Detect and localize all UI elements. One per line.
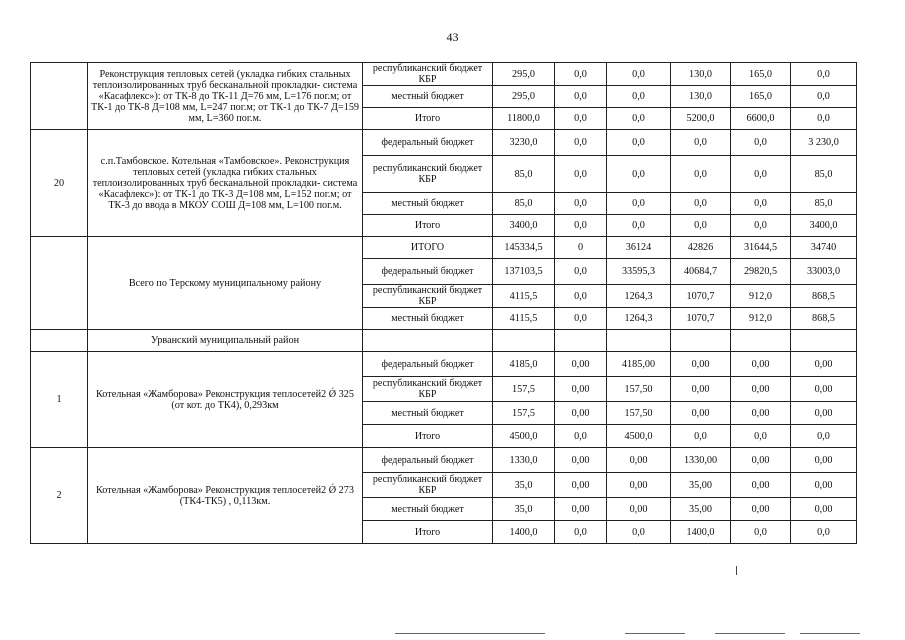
amount-cell: 0,0: [555, 63, 607, 86]
table-row: [31, 63, 857, 86]
amount-cell: 0,00: [731, 498, 791, 521]
row-number-cell: [31, 63, 88, 130]
amount-cell: 0,0: [791, 425, 857, 448]
amount-cell: 1330,0: [493, 448, 555, 473]
amount-cell: 157,50: [607, 402, 671, 425]
amount-cell: 4115,5: [493, 308, 555, 330]
amount-cell: 33003,0: [791, 259, 857, 285]
amount-cell: [791, 330, 857, 352]
amount-cell: 157,5: [493, 402, 555, 425]
table-row: [31, 237, 857, 259]
amount-cell: 165,0: [731, 86, 791, 108]
scan-bottom-marks: [395, 633, 865, 635]
amount-cell: 157,50: [607, 377, 671, 402]
amount-cell: 0,0: [607, 521, 671, 544]
amount-cell: 0,00: [791, 498, 857, 521]
amount-cell: 0,00: [731, 402, 791, 425]
amount-cell: 0,00: [731, 352, 791, 377]
amount-cell: 42826: [671, 237, 731, 259]
amount-cell: [555, 330, 607, 352]
amount-cell: 0,0: [671, 215, 731, 237]
funding-source-cell: федеральный бюджет: [363, 259, 493, 285]
amount-cell: 35,00: [671, 473, 731, 498]
amount-cell: 0,00: [791, 473, 857, 498]
table-row: [31, 448, 857, 473]
amount-cell: 0,0: [791, 108, 857, 130]
amount-cell: 0,0: [671, 130, 731, 156]
amount-cell: 3400,0: [493, 215, 555, 237]
amount-cell: 0,00: [607, 473, 671, 498]
amount-cell: 11800,0: [493, 108, 555, 130]
amount-cell: 35,00: [671, 498, 731, 521]
amount-cell: 0,00: [671, 377, 731, 402]
amount-cell: 912,0: [731, 285, 791, 308]
amount-cell: 0,00: [791, 402, 857, 425]
amount-cell: 0,00: [555, 352, 607, 377]
amount-cell: 4500,0: [607, 425, 671, 448]
amount-cell: 0,00: [731, 448, 791, 473]
amount-cell: 0,00: [671, 352, 731, 377]
page-number: 43: [446, 30, 459, 44]
amount-cell: 0,0: [607, 86, 671, 108]
funding-source-cell: федеральный бюджет: [363, 130, 493, 156]
amount-cell: 4185,00: [607, 352, 671, 377]
amount-cell: 0,0: [555, 425, 607, 448]
amount-cell: 0,0: [671, 156, 731, 193]
amount-cell: 130,0: [671, 86, 731, 108]
amount-cell: 36124: [607, 237, 671, 259]
amount-cell: 35,0: [493, 473, 555, 498]
table-row: [31, 130, 857, 156]
amount-cell: 29820,5: [731, 259, 791, 285]
amount-cell: 0,00: [555, 473, 607, 498]
amount-cell: 3400,0: [791, 215, 857, 237]
funding-source-cell: республиканский бюджет КБР: [363, 285, 493, 308]
amount-cell: 0,00: [607, 448, 671, 473]
amount-cell: 0,0: [731, 521, 791, 544]
project-description-cell: Котельная «Жамборова» Реконструкция теплосетей2 Ǿ 273 (ТК4-ТК5) , 0,113км.: [88, 448, 363, 544]
funding-source-cell: федеральный бюджет: [363, 448, 493, 473]
amount-cell: 0,00: [555, 448, 607, 473]
amount-cell: 0,00: [791, 352, 857, 377]
funding-source-cell: Итого: [363, 425, 493, 448]
amount-cell: 0,0: [607, 193, 671, 215]
amount-cell: [607, 330, 671, 352]
amount-cell: 165,0: [731, 63, 791, 86]
funding-source-cell: местный бюджет: [363, 402, 493, 425]
amount-cell: 31644,5: [731, 237, 791, 259]
amount-cell: 0,00: [731, 377, 791, 402]
amount-cell: [671, 330, 731, 352]
table-row: [31, 352, 857, 377]
amount-cell: 4185,0: [493, 352, 555, 377]
amount-cell: 295,0: [493, 86, 555, 108]
funding-source-cell: Итого: [363, 108, 493, 130]
funding-source-cell: местный бюджет: [363, 86, 493, 108]
amount-cell: 0,0: [731, 193, 791, 215]
amount-cell: 1070,7: [671, 285, 731, 308]
amount-cell: 0,0: [555, 259, 607, 285]
amount-cell: 157,5: [493, 377, 555, 402]
amount-cell: 0,0: [731, 215, 791, 237]
scan-tick-mark: [736, 566, 737, 575]
amount-cell: 295,0: [493, 63, 555, 86]
amount-cell: 4115,5: [493, 285, 555, 308]
table-body: [31, 63, 857, 544]
amount-cell: 0,0: [555, 521, 607, 544]
amount-cell: 868,5: [791, 308, 857, 330]
amount-cell: 0,00: [791, 448, 857, 473]
amount-cell: 0,0: [555, 215, 607, 237]
funding-source-cell: Итого: [363, 521, 493, 544]
amount-cell: 1264,3: [607, 308, 671, 330]
amount-cell: 0,00: [607, 498, 671, 521]
amount-cell: 3230,0: [493, 130, 555, 156]
amount-cell: 0,0: [731, 130, 791, 156]
amount-cell: 0,00: [555, 498, 607, 521]
amount-cell: 0,0: [731, 425, 791, 448]
funding-source-cell: местный бюджет: [363, 498, 493, 521]
funding-source-cell: местный бюджет: [363, 308, 493, 330]
amount-cell: 912,0: [731, 308, 791, 330]
amount-cell: 1400,0: [671, 521, 731, 544]
amount-cell: 0,0: [555, 108, 607, 130]
amount-cell: 33595,3: [607, 259, 671, 285]
funding-source-cell: республиканский бюджет КБР: [363, 156, 493, 193]
funding-source-cell: [363, 330, 493, 352]
project-description-cell: Котельная «Жамборова» Реконструкция теплосетей2 Ǿ 325 (от кот. до ТК4), 0,293км: [88, 352, 363, 448]
amount-cell: 0,0: [555, 285, 607, 308]
amount-cell: 0,0: [607, 156, 671, 193]
amount-cell: 0,0: [555, 86, 607, 108]
budget-table: [30, 62, 857, 544]
row-number-cell: 2: [31, 448, 88, 544]
amount-cell: 85,0: [791, 156, 857, 193]
funding-source-cell: ИТОГО: [363, 237, 493, 259]
amount-cell: 85,0: [791, 193, 857, 215]
amount-cell: 85,0: [493, 156, 555, 193]
amount-cell: 0,00: [791, 377, 857, 402]
project-description-cell: с.п.Тамбовское. Котельная «Тамбовское». Реконструкция тепловых сетей (укладка гибких стальных теплоизолированных труб бесканальной прокладки- система «Касафлекс»): от ТК-1 до ТК-3 Д=108 мм, L=152 пог.м; от ТК-3 до ввода в МКОУ СОШ Д=108 мм, L=100 пог.м.: [88, 130, 363, 237]
amount-cell: 40684,7: [671, 259, 731, 285]
amount-cell: 4500,0: [493, 425, 555, 448]
amount-cell: [493, 330, 555, 352]
amount-cell: [731, 330, 791, 352]
funding-source-cell: республиканский бюджет КБР: [363, 473, 493, 498]
amount-cell: 0,0: [731, 156, 791, 193]
amount-cell: 0,0: [791, 521, 857, 544]
amount-cell: 0,00: [555, 377, 607, 402]
amount-cell: 130,0: [671, 63, 731, 86]
amount-cell: 0,0: [555, 308, 607, 330]
amount-cell: 868,5: [791, 285, 857, 308]
amount-cell: 35,0: [493, 498, 555, 521]
amount-cell: 1070,7: [671, 308, 731, 330]
amount-cell: 0,0: [791, 86, 857, 108]
amount-cell: 3 230,0: [791, 130, 857, 156]
funding-source-cell: местный бюджет: [363, 193, 493, 215]
amount-cell: 1330,00: [671, 448, 731, 473]
amount-cell: 34740: [791, 237, 857, 259]
amount-cell: 0,0: [671, 425, 731, 448]
amount-cell: 5200,0: [671, 108, 731, 130]
amount-cell: 145334,5: [493, 237, 555, 259]
amount-cell: 6600,0: [731, 108, 791, 130]
amount-cell: 0,00: [671, 402, 731, 425]
row-number-cell: 1: [31, 352, 88, 448]
amount-cell: 0,0: [555, 156, 607, 193]
funding-source-cell: Итого: [363, 215, 493, 237]
amount-cell: 0,0: [607, 108, 671, 130]
amount-cell: 0,0: [671, 193, 731, 215]
amount-cell: 0,0: [555, 193, 607, 215]
funding-source-cell: федеральный бюджет: [363, 352, 493, 377]
row-number-cell: 20: [31, 130, 88, 237]
row-number-cell: [31, 237, 88, 330]
funding-source-cell: республиканский бюджет КБР: [363, 63, 493, 86]
amount-cell: 0: [555, 237, 607, 259]
table-row: [31, 330, 857, 352]
project-description-cell: Урванский муниципальный район: [88, 330, 363, 352]
amount-cell: 0,0: [607, 63, 671, 86]
amount-cell: 0,0: [607, 130, 671, 156]
amount-cell: 1264,3: [607, 285, 671, 308]
funding-source-cell: республиканский бюджет КБР: [363, 377, 493, 402]
amount-cell: 0,0: [791, 63, 857, 86]
project-description-cell: Всего по Терскому муниципальному району: [88, 237, 363, 330]
amount-cell: 137103,5: [493, 259, 555, 285]
amount-cell: 0,00: [731, 473, 791, 498]
amount-cell: 0,0: [555, 130, 607, 156]
row-number-cell: [31, 330, 88, 352]
amount-cell: 0,0: [607, 215, 671, 237]
amount-cell: 85,0: [493, 193, 555, 215]
amount-cell: 0,00: [555, 402, 607, 425]
amount-cell: 1400,0: [493, 521, 555, 544]
project-description-cell: Реконструкция тепловых сетей (укладка гибких стальных теплоизолированных труб бесканальной прокладки- система «Касафлекс»): от ТК-8 до ТК-11 Д=76 мм, L=176 пог.м; от ТК-1 до ТК-8 Д=108 мм, L=247 пог.м; от ТК-1 до ТК-7 Д=159 мм, L=360 пог.м.: [88, 63, 363, 130]
